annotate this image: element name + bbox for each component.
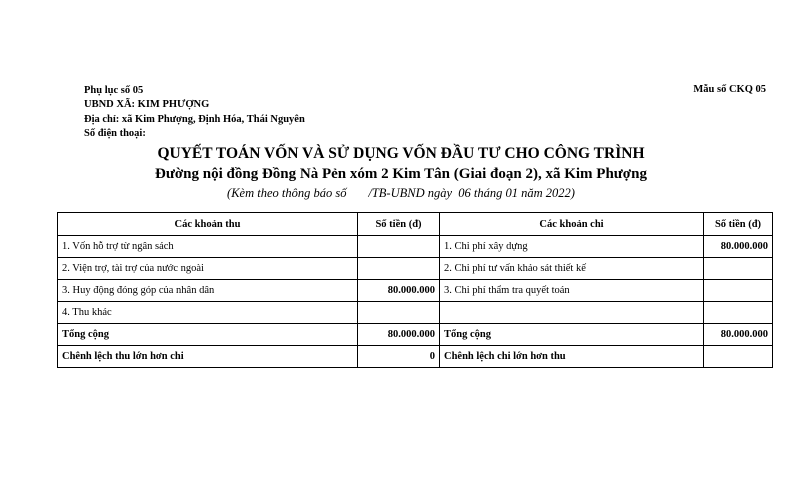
income-amount: 80.000.000 bbox=[358, 280, 440, 302]
table-row bbox=[58, 258, 773, 280]
settlement-table bbox=[57, 212, 773, 368]
total-row bbox=[58, 324, 773, 346]
expense-item: 2. Chi phí tư vấn khảo sát thiết kế bbox=[440, 258, 704, 280]
income-surplus-label: Chênh lệch thu lớn hơn chi bbox=[58, 346, 358, 368]
expense-header: Các khoản chi bbox=[440, 213, 704, 236]
expense-surplus-label: Chênh lệch chi lớn hơn thu bbox=[440, 346, 704, 368]
income-item: 1. Vốn hỗ trợ từ ngân sách bbox=[58, 236, 358, 258]
expense-amount bbox=[704, 302, 773, 324]
expense-item: 1. Chi phí xây dựng bbox=[440, 236, 704, 258]
document-subtitle: Đường nội đồng Đồng Nà Pẻn xóm 2 Kim Tân (Giai đoạn 2), xã Kim Phượng bbox=[155, 166, 647, 182]
expense-total-amount: 80.000.000 bbox=[704, 324, 773, 346]
table-row bbox=[58, 302, 773, 324]
appendix-label: Phụ lục số 05 bbox=[84, 85, 144, 96]
reference-note: (Kèm theo thông báo số /TB-UBND ngày 06 tháng 01 năm 2022) bbox=[227, 186, 575, 200]
income-item: 3. Huy động đóng góp của nhân dân bbox=[58, 280, 358, 302]
expense-total-label: Tổng cộng bbox=[440, 324, 704, 346]
income-item: 4. Thu khác bbox=[58, 302, 358, 324]
organization-address: Địa chỉ: xã Kim Phượng, Định Hóa, Thái Nguyên bbox=[84, 114, 305, 125]
expense-amount bbox=[704, 280, 773, 302]
income-header: Các khoản thu bbox=[58, 213, 358, 236]
document-title: QUYẾT TOÁN VỐN VÀ SỬ DỤNG VỐN ĐẦU TƯ CHO CÔNG TRÌNH bbox=[157, 145, 645, 162]
income-total-label: Tổng cộng bbox=[58, 324, 358, 346]
form-code: Mẫu số CKQ 05 bbox=[693, 84, 766, 95]
table-row bbox=[58, 280, 773, 302]
income-amount bbox=[358, 236, 440, 258]
difference-row bbox=[58, 346, 773, 368]
income-total-amount: 80.000.000 bbox=[358, 324, 440, 346]
expense-amount-header: Số tiền (đ) bbox=[704, 213, 773, 236]
income-surplus-amount: 0 bbox=[358, 346, 440, 368]
expense-amount bbox=[704, 258, 773, 280]
organization-phone: Số điện thoại: bbox=[84, 128, 146, 139]
table-header-row bbox=[58, 213, 773, 236]
income-item: 2. Viện trợ, tài trợ của nước ngoài bbox=[58, 258, 358, 280]
income-amount-header: Số tiền (đ) bbox=[358, 213, 440, 236]
expense-surplus-amount bbox=[704, 346, 773, 368]
income-amount bbox=[358, 302, 440, 324]
income-amount bbox=[358, 258, 440, 280]
expense-amount: 80.000.000 bbox=[704, 236, 773, 258]
expense-item bbox=[440, 302, 704, 324]
table-row bbox=[58, 236, 773, 258]
organization-name: UBND XÃ: KIM PHƯỢNG bbox=[84, 99, 210, 110]
expense-item: 3. Chi phí thẩm tra quyết toán bbox=[440, 280, 704, 302]
